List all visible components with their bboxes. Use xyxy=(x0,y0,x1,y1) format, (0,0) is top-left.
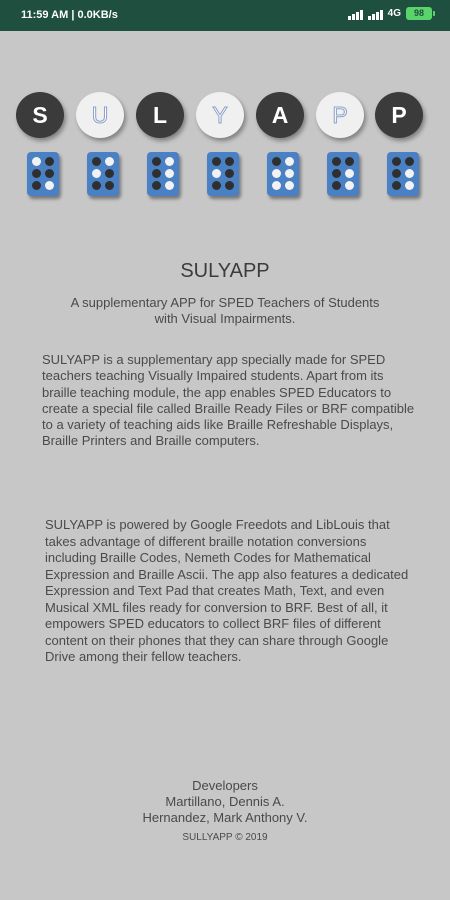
braille-dot xyxy=(165,169,174,178)
braille-dot xyxy=(105,169,114,178)
braille-dot xyxy=(392,181,401,190)
app-description: SULYAPP is a supplementary app specially made for SPED teachers teaching Visually Impaired students. Apart from its braille teaching module, the app enables SPED Educators to create a special file called Braille Ready Files or BRF compatible to a variety of teaching aids like Braille Refreshable Displays, Braille Printers and Braille computers. xyxy=(42,352,415,449)
braille-dot xyxy=(345,157,354,166)
braille-dot xyxy=(332,169,341,178)
logo-letter-a: A xyxy=(256,92,304,138)
braille-cell xyxy=(207,152,239,196)
braille-dot xyxy=(272,181,281,190)
logo-letter-p1: P xyxy=(316,92,364,138)
braille-dot xyxy=(332,181,341,190)
braille-dot xyxy=(92,169,101,178)
logo-letters xyxy=(16,92,436,138)
braille-dot xyxy=(212,169,221,178)
braille-dot xyxy=(272,169,281,178)
braille-dot xyxy=(332,157,341,166)
braille-cells-row xyxy=(0,152,450,198)
braille-dot xyxy=(165,157,174,166)
braille-dot xyxy=(32,157,41,166)
battery-icon: 98 xyxy=(406,7,432,20)
braille-dot xyxy=(405,181,414,190)
braille-dot xyxy=(165,181,174,190)
braille-dot xyxy=(392,157,401,166)
braille-dot xyxy=(345,169,354,178)
braille-cell xyxy=(327,152,359,196)
braille-dot xyxy=(405,157,414,166)
braille-dot xyxy=(212,181,221,190)
braille-dot xyxy=(32,169,41,178)
braille-dot xyxy=(45,157,54,166)
braille-dot xyxy=(272,157,281,166)
braille-dot xyxy=(392,169,401,178)
braille-dot xyxy=(45,181,54,190)
logo-letter-y: Y xyxy=(196,92,244,138)
braille-cell xyxy=(27,152,59,196)
developers-section xyxy=(0,778,450,826)
braille-dot xyxy=(45,169,54,178)
status-bar xyxy=(0,0,450,31)
signal-icon xyxy=(348,8,363,20)
logo-letter-s: S xyxy=(16,92,64,138)
braille-cell xyxy=(147,152,179,196)
braille-dot xyxy=(285,169,294,178)
copyright-text: SULLYAPP © 2019 xyxy=(182,832,268,843)
braille-dot xyxy=(285,157,294,166)
developer-name: Martillano, Dennis A. xyxy=(165,794,285,809)
braille-dot xyxy=(212,157,221,166)
logo-letter-u: U xyxy=(76,92,124,138)
braille-dot xyxy=(152,181,161,190)
braille-dot xyxy=(152,169,161,178)
braille-cell xyxy=(267,152,299,196)
braille-dot xyxy=(225,169,234,178)
network-type-label: 4G xyxy=(387,8,401,19)
braille-cell xyxy=(387,152,419,196)
logo-letter-p2: P xyxy=(375,92,423,138)
status-icons xyxy=(348,7,432,20)
braille-dot xyxy=(345,181,354,190)
braille-cell xyxy=(87,152,119,196)
app-title: SULYAPP xyxy=(180,260,270,282)
braille-dot xyxy=(285,181,294,190)
status-time-speed: 11:59 AM | 0.0KB/s xyxy=(21,9,118,21)
braille-dot xyxy=(105,157,114,166)
developers-heading: Developers xyxy=(192,778,258,793)
braille-dot xyxy=(92,181,101,190)
braille-dot xyxy=(405,169,414,178)
braille-dot xyxy=(105,181,114,190)
app-subtitle: A supplementary APP for SPED Teachers of Students with Visual Impairments. xyxy=(70,295,380,326)
developer-name: Hernandez, Mark Anthony V. xyxy=(142,810,308,825)
braille-dot xyxy=(225,181,234,190)
powered-by-text: SULYAPP is powered by Google Freedots and LibLouis that takes advantage of different braille notation conversions including Braille Codes, Nemeth Codes for Mathematical Expression and Braille Ascii. The app also features a dedicated Expression and Text Pad that creates Math, Text, and even Musical XML files ready for conversion to BRF. Best of all, it empowers SPED educators to collect BRF files of different content on their phones that they can share through Google Drive among their fellow teachers. xyxy=(45,517,409,664)
logo-letter-l: L xyxy=(136,92,184,138)
braille-dot xyxy=(152,157,161,166)
braille-dot xyxy=(32,181,41,190)
braille-dot xyxy=(225,157,234,166)
braille-dot xyxy=(92,157,101,166)
signal-icon-2 xyxy=(368,8,383,20)
